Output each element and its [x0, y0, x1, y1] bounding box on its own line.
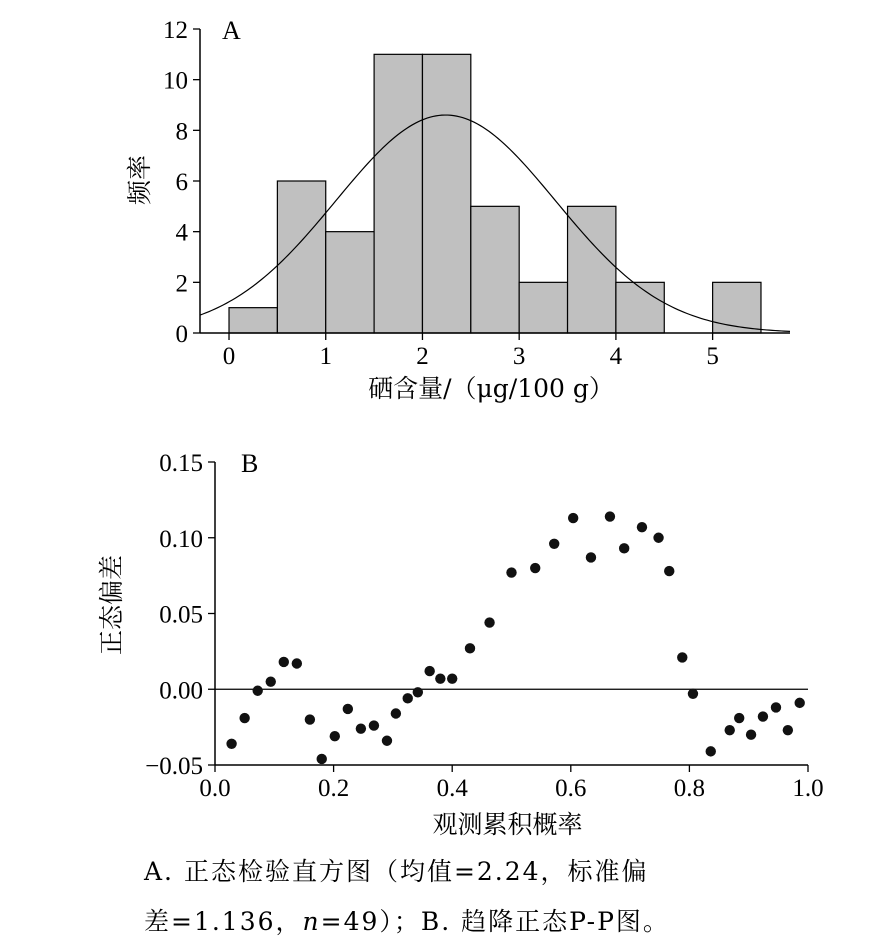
x-axis-label: 观测累积概率 — [432, 810, 583, 839]
data-point — [677, 652, 687, 662]
y-tick-label: 0 — [175, 321, 188, 348]
x-tick-label: 0.2 — [317, 775, 350, 802]
panel-label-b: B — [241, 449, 259, 478]
data-point — [279, 657, 289, 667]
data-point — [317, 754, 327, 764]
data-point — [239, 713, 249, 723]
data-point — [305, 714, 315, 724]
data-point — [586, 552, 596, 562]
x-tick-label: 4 — [609, 343, 623, 370]
x-tick-label: 0 — [222, 343, 236, 370]
data-point — [391, 708, 401, 718]
data-point — [424, 666, 434, 676]
y-tick-label: 12 — [163, 17, 188, 44]
caption-text: A. 正态检验直方图（均值=2.24，标准偏 — [144, 857, 649, 886]
data-point — [413, 687, 423, 697]
y-tick-label: 4 — [175, 219, 188, 247]
x-axis-label: 硒含量/（μg/100 g） — [368, 374, 614, 403]
data-point — [783, 725, 793, 735]
x-ticks — [223, 333, 719, 370]
histogram-bar — [471, 206, 519, 333]
data-point — [605, 511, 615, 521]
histogram-bars — [229, 54, 761, 333]
y-axis-label: 正态偏差 — [97, 554, 126, 656]
data-point — [771, 702, 781, 712]
histogram-bar — [326, 232, 374, 333]
y-tick-label: 0.05 — [159, 601, 203, 629]
data-point — [619, 543, 629, 553]
data-point — [330, 731, 340, 741]
data-point — [653, 533, 663, 543]
histogram-bar — [374, 54, 422, 333]
y-tick-label: 0.10 — [159, 525, 203, 553]
data-point — [403, 693, 413, 703]
data-point — [484, 617, 494, 627]
data-point — [568, 513, 578, 523]
y-tick-label: 2 — [175, 270, 188, 298]
data-point — [746, 730, 756, 740]
x-tick-label: 5 — [706, 343, 719, 370]
pp-plot-panel — [97, 449, 824, 839]
histogram-bar — [568, 206, 616, 333]
caption-text: =49）；B. 趋降正态P-P图。 — [320, 907, 670, 936]
data-point — [506, 567, 516, 577]
y-tick-label: 6 — [175, 169, 188, 196]
scatter-points — [226, 511, 805, 764]
caption-n-symbol: n — [302, 907, 321, 936]
data-point — [637, 522, 647, 532]
data-point — [706, 746, 716, 756]
data-point — [292, 658, 302, 668]
data-point — [530, 563, 540, 573]
y-tick-label: 0.15 — [159, 450, 203, 477]
figure-caption-line-2 — [144, 902, 670, 938]
y-ticks — [145, 450, 215, 780]
histogram-bar — [519, 282, 567, 333]
y-axis-label: 频率 — [125, 154, 154, 206]
data-point — [725, 725, 735, 735]
data-point — [253, 686, 263, 696]
data-point — [734, 713, 744, 723]
y-tick-label: 0.00 — [159, 677, 203, 705]
caption-text: 差=1.136， — [144, 907, 303, 936]
x-ticks — [199, 765, 823, 802]
data-point — [266, 676, 276, 686]
figure-caption-line-1 — [144, 852, 649, 888]
data-point — [343, 704, 353, 714]
y-ticks — [163, 17, 200, 348]
data-point — [356, 723, 366, 733]
y-tick-label: −0.05 — [145, 753, 203, 780]
x-tick-label: 0.4 — [436, 775, 468, 802]
histogram-bar — [713, 282, 761, 333]
data-point — [795, 698, 805, 708]
x-tick-label: 1 — [319, 343, 332, 370]
data-point — [382, 736, 392, 746]
histogram-bar — [422, 54, 470, 333]
data-point — [664, 566, 674, 576]
x-tick-label: 1.0 — [792, 775, 824, 802]
y-tick-label: 10 — [163, 67, 188, 95]
y-tick-label: 8 — [175, 118, 188, 146]
panel-label-a: A — [222, 16, 241, 45]
x-tick-label: 0.0 — [199, 775, 231, 802]
x-tick-label: 0.8 — [673, 775, 706, 802]
data-point — [688, 689, 698, 699]
data-point — [758, 711, 768, 721]
histogram-panel — [125, 16, 790, 403]
histogram-bar — [277, 181, 325, 333]
data-point — [549, 539, 559, 549]
x-tick-label: 3 — [512, 343, 526, 370]
data-point — [447, 673, 457, 683]
histogram-bar — [616, 282, 664, 333]
data-point — [369, 720, 379, 730]
data-point — [226, 739, 236, 749]
data-point — [465, 643, 475, 653]
histogram-bar — [229, 308, 277, 333]
x-tick-label: 2 — [416, 343, 429, 370]
data-point — [435, 673, 445, 683]
x-tick-label: 0.6 — [555, 775, 587, 802]
